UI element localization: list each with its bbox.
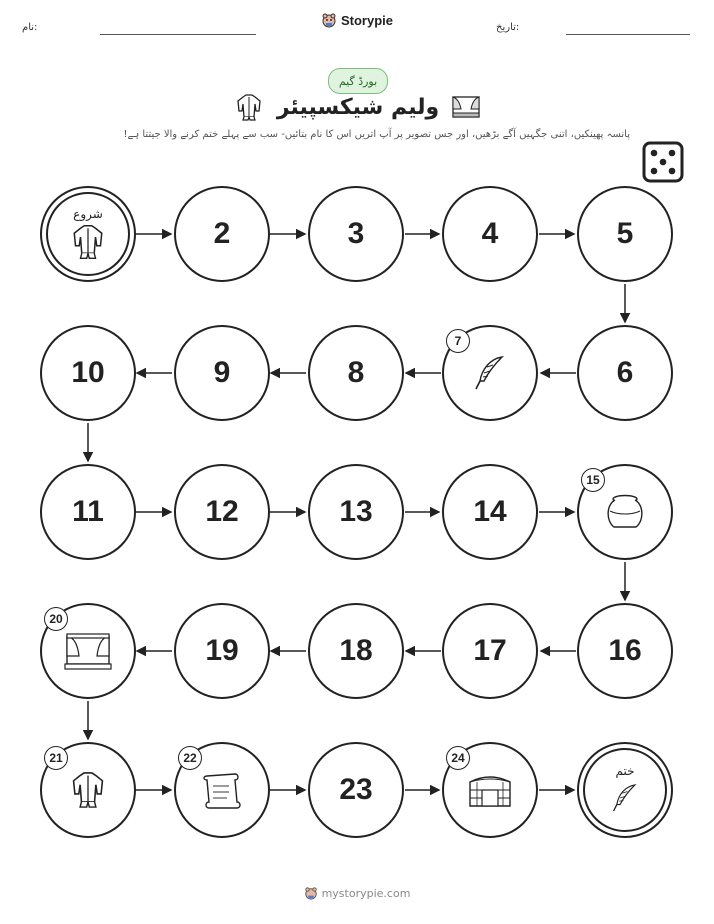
board-space-17[interactable] xyxy=(442,603,538,699)
globe-theatre-icon xyxy=(465,768,515,812)
board-space-3[interactable] xyxy=(308,186,404,282)
board-space-13[interactable] xyxy=(308,464,404,560)
space-number: 14 xyxy=(473,495,507,528)
start-space[interactable] xyxy=(40,186,136,282)
footer xyxy=(0,886,714,900)
finish-inner-ring xyxy=(583,748,667,832)
board-space-20[interactable] xyxy=(40,603,136,699)
quill-icon xyxy=(607,780,643,816)
board-game-badge: بورڈ گیم xyxy=(328,68,388,94)
footer-url[interactable]: mystorypie.com xyxy=(321,886,411,900)
space-number: 9 xyxy=(213,356,231,389)
scroll-icon xyxy=(199,768,245,812)
name-label: نام: xyxy=(22,22,38,33)
finish-label: ختم xyxy=(615,764,635,778)
space-number-badge: 21 xyxy=(44,746,68,770)
space-number: 19 xyxy=(205,634,239,667)
space-number: 6 xyxy=(616,356,634,389)
space-number: 16 xyxy=(608,634,642,667)
space-number: 3 xyxy=(347,217,365,250)
page-title: ولیم شیکسپیئر xyxy=(276,94,440,120)
doublet-costume-icon xyxy=(68,223,108,261)
board-space-22[interactable] xyxy=(174,742,270,838)
board-space-14[interactable] xyxy=(442,464,538,560)
board-space-23[interactable] xyxy=(308,742,404,838)
board-space-19[interactable] xyxy=(174,603,270,699)
space-number-badge: 7 xyxy=(446,329,470,353)
board-space-6[interactable] xyxy=(577,325,673,421)
board-space-8[interactable] xyxy=(308,325,404,421)
space-number-badge: 22 xyxy=(178,746,202,770)
space-number: 8 xyxy=(347,356,365,389)
board-space-10[interactable] xyxy=(40,325,136,421)
board-space-11[interactable] xyxy=(40,464,136,560)
pot-icon xyxy=(602,491,648,533)
space-number: 13 xyxy=(339,495,373,528)
instructions-text: پانسہ پھینکیں، اتنی جگہیں آگے بڑھیں، اور جس تصویر پر آپ اتریں اس کا نام بتائیں- سب سے پہلے ختم کرنے والا جیتتا ہے! xyxy=(123,129,630,140)
quill-icon xyxy=(468,351,512,395)
board-space-12[interactable] xyxy=(174,464,270,560)
space-number: 11 xyxy=(72,495,104,528)
space-number: 2 xyxy=(213,217,231,250)
board-space-18[interactable] xyxy=(308,603,404,699)
space-number: 18 xyxy=(339,634,373,667)
doublet-costume-icon xyxy=(67,769,109,811)
board-space-16[interactable] xyxy=(577,603,673,699)
board-space-9[interactable] xyxy=(174,325,270,421)
space-number: 4 xyxy=(481,217,499,250)
space-number: 23 xyxy=(339,773,373,806)
board-space-21[interactable] xyxy=(40,742,136,838)
finish-space[interactable] xyxy=(577,742,673,838)
space-number: 12 xyxy=(205,495,239,528)
board-space-5[interactable] xyxy=(577,186,673,282)
stage-curtain-icon xyxy=(63,630,113,672)
start-label: شروع xyxy=(73,207,103,221)
board-space-2[interactable] xyxy=(174,186,270,282)
space-number: 5 xyxy=(616,217,634,250)
board-space-15[interactable] xyxy=(577,464,673,560)
start-inner-ring xyxy=(46,192,130,276)
board-space-24[interactable] xyxy=(442,742,538,838)
brand-name: Storypie xyxy=(340,12,393,28)
space-number-badge: 15 xyxy=(581,468,605,492)
space-number-badge: 24 xyxy=(446,746,470,770)
board-space-4[interactable] xyxy=(442,186,538,282)
board-space-7[interactable] xyxy=(442,325,538,421)
space-number: 17 xyxy=(473,634,507,667)
space-number: 10 xyxy=(71,356,105,389)
space-number-badge: 20 xyxy=(44,607,68,631)
date-label: تاریخ: xyxy=(496,22,520,33)
storypie-mascot-icon xyxy=(304,886,318,900)
